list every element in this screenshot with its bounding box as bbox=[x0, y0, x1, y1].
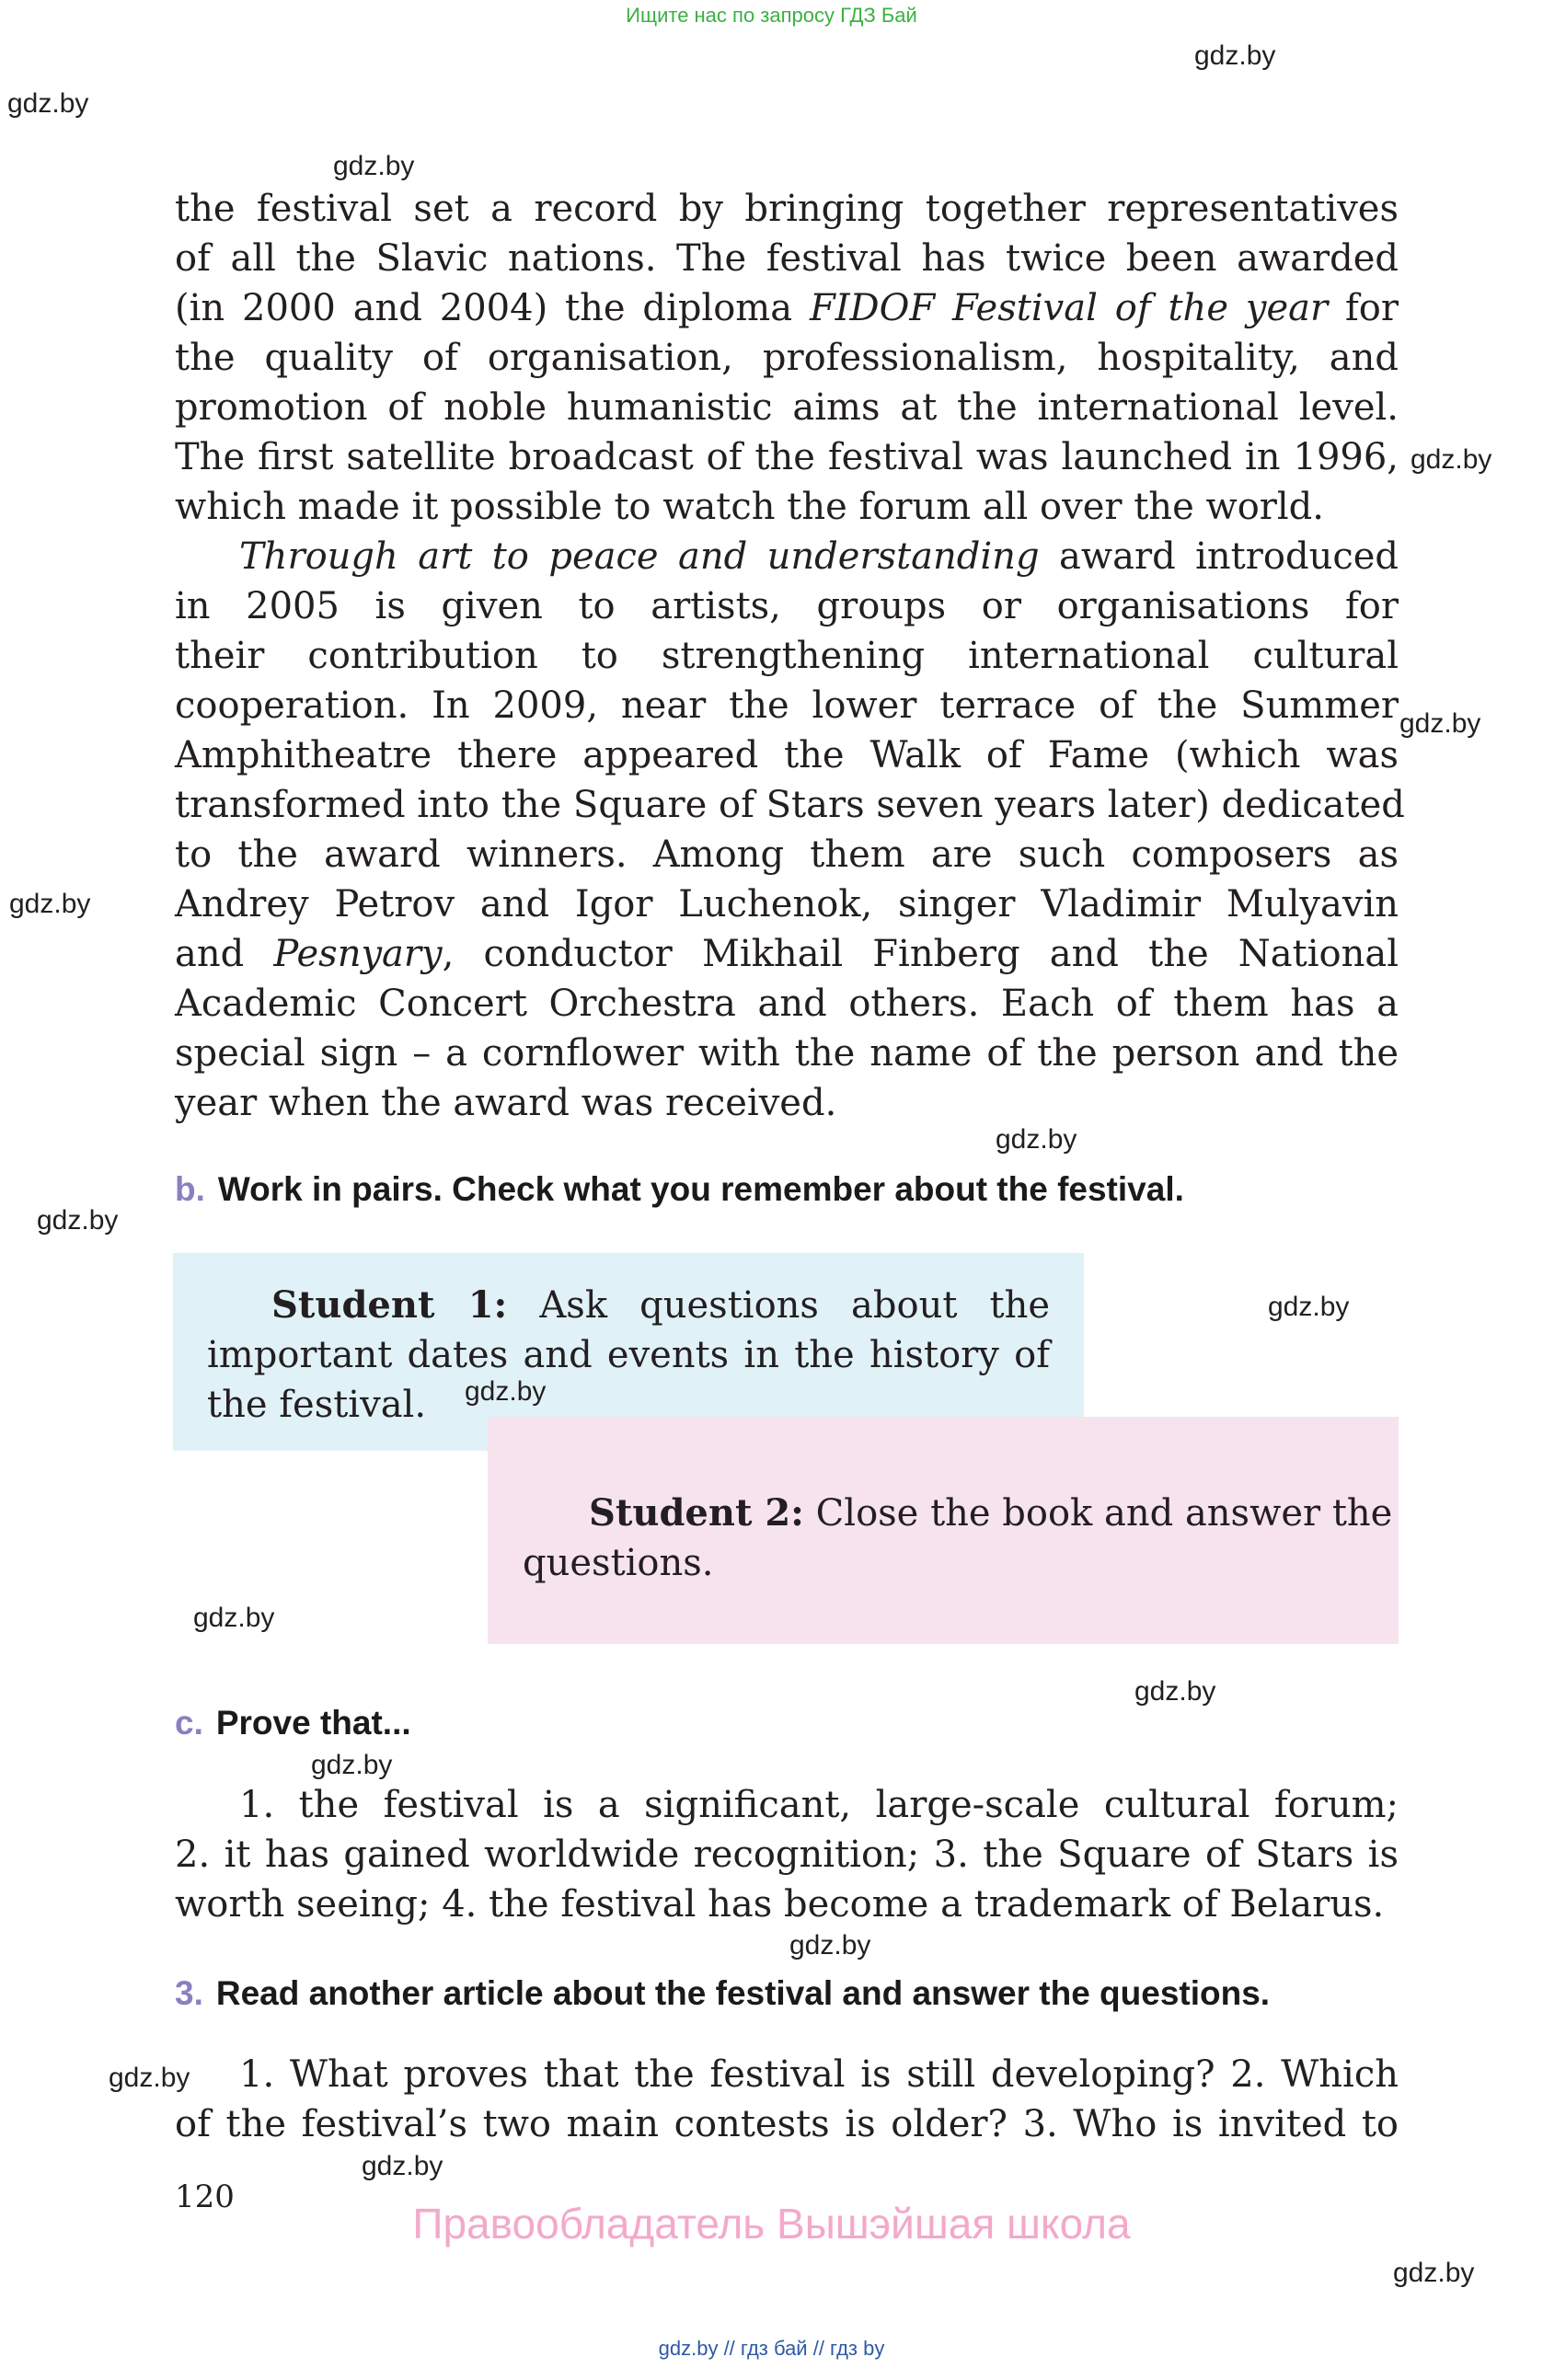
watermark: gdz.by bbox=[109, 2063, 190, 2093]
text-line bbox=[175, 929, 1399, 979]
text-line: Andrey Petrov and Igor Luchenok, singer Vladimir Mulyavin bbox=[175, 883, 1399, 926]
text-fragment: and bbox=[175, 933, 274, 975]
text-line: in 2005 is given to artists, groups or organisations for bbox=[175, 585, 1399, 627]
text-line: to the award winners. Among them are such composers as bbox=[175, 834, 1399, 876]
band-name: Pesnyary bbox=[273, 933, 443, 975]
watermark: gdz.by bbox=[1411, 444, 1492, 475]
text-fragment: Close the book and answer the bbox=[803, 1492, 1393, 1535]
watermark: gdz.by bbox=[465, 1376, 547, 1407]
text-fragment: for bbox=[1328, 287, 1399, 329]
text-line: Amphitheatre there appeared the Walk of Fame (which was bbox=[175, 734, 1399, 776]
text-line: Academic Concert Orchestra and others. Each of them has a bbox=[175, 983, 1399, 1025]
student-label: Student 2: bbox=[589, 1491, 804, 1535]
task-instruction: Work in pairs. Check what you remember about the festival. bbox=[217, 1170, 1184, 1208]
task-letter: b. bbox=[175, 1170, 205, 1208]
student1-text bbox=[207, 1281, 1050, 1430]
watermark: gdz.by bbox=[193, 1603, 275, 1633]
text-line bbox=[175, 283, 1399, 333]
watermark: gdz.by bbox=[37, 1205, 119, 1236]
task-3-heading bbox=[175, 1974, 1270, 2013]
task-number: 3. bbox=[175, 1974, 203, 2012]
text-fragment: award introduced bbox=[1039, 535, 1399, 578]
text-line: transformed into the Square of Stars seven years later) dedicated bbox=[175, 784, 1405, 826]
task-letter: c. bbox=[175, 1704, 203, 1742]
text-fragment: (in 2000 and 2004) the diploma bbox=[175, 287, 810, 329]
text-line: the festival. bbox=[207, 1384, 427, 1426]
task-c-text bbox=[175, 1780, 1399, 1929]
watermark: gdz.by bbox=[333, 151, 415, 181]
text-line bbox=[175, 532, 1399, 581]
task-3-text bbox=[175, 2050, 1399, 2149]
text-line: year when the award was received. bbox=[175, 1082, 837, 1124]
text-line: which made it possible to watch the forum all over the world. bbox=[175, 486, 1325, 528]
text-line: special sign – a cornflower with the name of the person and the bbox=[175, 1032, 1399, 1075]
watermark: gdz.by bbox=[311, 1750, 393, 1780]
text-line: promotion of noble humanistic aims at the international level. bbox=[175, 386, 1399, 429]
watermark: gdz.by bbox=[1393, 2258, 1475, 2288]
watermark: gdz.by bbox=[1268, 1292, 1350, 1322]
student2-text bbox=[523, 1489, 1393, 1588]
watermark: gdz.by bbox=[9, 889, 91, 919]
task-c-heading bbox=[175, 1704, 411, 1742]
watermark: gdz.by bbox=[362, 2151, 443, 2181]
copyright-owner: Правообладатель Вышэйшая школа bbox=[412, 2200, 1131, 2248]
top-notice[interactable]: Ищите нас по запросу ГДЗ Бай bbox=[626, 4, 917, 27]
text-fragment: , conductor Mikhail Finberg and the National bbox=[442, 933, 1399, 975]
text-line: The first satellite broadcast of the festival was launched in 1996, bbox=[175, 436, 1399, 478]
watermark: gdz.by bbox=[1134, 1676, 1216, 1707]
watermark: gdz.by bbox=[7, 88, 89, 119]
text-line: 2. it has gained worldwide recognition; 3. the Square of Stars is bbox=[175, 1834, 1399, 1876]
text-fragment: Ask questions about the bbox=[507, 1284, 1050, 1327]
task-instruction: Prove that... bbox=[215, 1704, 411, 1742]
text-line: 1. the festival is a significant, large-scale cultural forum; bbox=[239, 1784, 1399, 1826]
text-line: 1. What proves that the festival is still developing? 2. Which bbox=[239, 2053, 1399, 2096]
text-line: the quality of organisation, professionalism, hospitality, and bbox=[175, 337, 1399, 379]
text-line: cooperation. In 2009, near the lower terrace of the Summer bbox=[175, 684, 1399, 727]
page-number: 120 bbox=[175, 2179, 235, 2215]
watermark: gdz.by bbox=[1399, 708, 1481, 739]
text-line bbox=[207, 1281, 1050, 1330]
text-line bbox=[523, 1489, 1393, 1538]
watermark: gdz.by bbox=[996, 1124, 1077, 1155]
watermark: gdz.by bbox=[1194, 40, 1276, 71]
text-line: of all the Slavic nations. The festival has twice been awarded bbox=[175, 237, 1399, 280]
award-name: FIDOF Festival of the year bbox=[809, 287, 1329, 329]
article-text bbox=[175, 184, 1405, 1128]
student-label: Student 1: bbox=[271, 1283, 508, 1327]
text-line: of the festival’s two main contests is older? 3. Who is invited to bbox=[175, 2103, 1399, 2145]
task-instruction: Read another article about the festival and answer the questions. bbox=[215, 1974, 1271, 2012]
footer-links[interactable]: gdz.by // гдз бай // гдз by bbox=[658, 2337, 885, 2360]
text-line: worth seeing; 4. the festival has become a trademark of Belarus. bbox=[175, 1883, 1385, 1926]
watermark: gdz.by bbox=[789, 1930, 871, 1960]
award-name: Through art to peace and understanding bbox=[239, 535, 1040, 578]
text-line: questions. bbox=[523, 1542, 714, 1584]
text-line: important dates and events in the history of bbox=[207, 1334, 1050, 1376]
text-line: their contribution to strengthening international cultural bbox=[175, 635, 1399, 677]
task-b-heading bbox=[175, 1170, 1184, 1209]
text-line: the festival set a record by bringing together representatives bbox=[175, 188, 1399, 230]
